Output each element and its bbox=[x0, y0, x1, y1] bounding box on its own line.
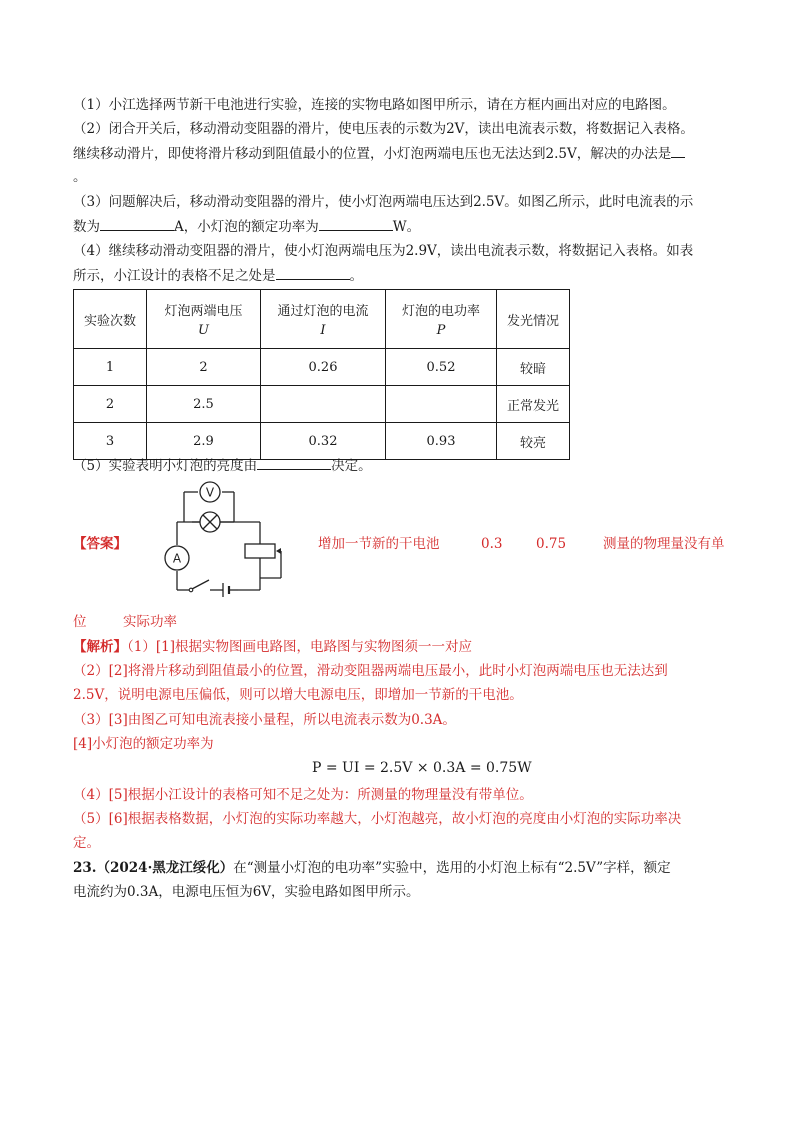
answer-label: 【答案】 bbox=[73, 536, 127, 552]
q23-line-1: 23.（2024·黑龙江绥化）在“测量小灯泡的电功率”实验中，选用的小灯泡上标有“2.5V”字样，额定 bbox=[73, 860, 671, 876]
q-part5: （5）实验表明小灯泡的亮度由 决定。 bbox=[73, 455, 372, 476]
data-table bbox=[73, 289, 570, 460]
q-part2: （2）闭合开关后，移动滑动变阻器的滑片，使电压表的示数为2V，读出电流表示数，将数据记入表格。 bbox=[73, 121, 694, 137]
blank-3 bbox=[319, 216, 393, 231]
analysis-line-3: 2.5V，说明电源电压偏低，则可以增大电源电压，即增加一节新的干电池。 bbox=[73, 687, 523, 703]
blank-1 bbox=[671, 143, 685, 158]
q-part4: （4）继续移动滑动变阻器的滑片，使小灯泡两端电压为2.9V，读出电流表示数，将数据记入表格。如表 bbox=[73, 243, 694, 259]
answer-4: 测量的物理量没有单 bbox=[603, 536, 725, 552]
q-part3: （3）问题解决后，移动滑动变阻器的滑片，使小灯泡两端电压达到2.5V。如图乙所示，此时电流表的示 bbox=[73, 194, 694, 210]
svg-text:V: V bbox=[205, 485, 215, 500]
svg-text:A: A bbox=[172, 551, 182, 566]
header-cell: 通过灯泡的电流 I bbox=[261, 290, 386, 349]
blank-5 bbox=[257, 455, 331, 470]
switch-pivot bbox=[189, 588, 193, 592]
power-formula: P = UI = 2.5V × 0.3A = 0.75W bbox=[312, 760, 532, 776]
answer-2: 0.3 bbox=[481, 536, 503, 552]
header-cell: 发光情况 bbox=[497, 290, 570, 349]
q-part4-cont: 所示，小江设计的表格不足之处是 。 bbox=[73, 265, 363, 286]
analysis-line-2: （2）[2]将滑片移动到阻值最小的位置，滑动变阻器两端电压最小，此时小灯泡两端电压也无法达到 bbox=[73, 663, 668, 679]
blank-2 bbox=[100, 216, 174, 231]
table-header-row bbox=[74, 290, 570, 349]
q-part3-cont: 数为 A，小灯泡的额定功率为 W。 bbox=[73, 216, 420, 237]
answer-4-cont: 位 bbox=[73, 614, 87, 630]
answer-1: 增加一节新的干电池 bbox=[318, 536, 440, 552]
analysis-line-8: 定。 bbox=[73, 835, 100, 851]
header-cell: 灯泡两端电压 U bbox=[147, 290, 261, 349]
analysis-line-5: [4]小灯泡的额定功率为 bbox=[73, 736, 214, 752]
q-part2-end: 。 bbox=[73, 169, 87, 185]
q-part1: （1）小江选择两节新干电池进行实验，连接的实物电路如图甲所示，请在方框内画出对应的电路图。 bbox=[73, 97, 676, 113]
q23-line-2: 电流约为0.3A，电源电压恒为6V，实验电路如图甲所示。 bbox=[73, 884, 420, 900]
bulb-icon bbox=[200, 512, 220, 532]
q-part2-cont: 继续移动滑片，即使将滑片移动到阻值最小的位置，小灯泡两端电压也无法达到2.5V，解决的办法是 bbox=[73, 143, 685, 164]
table-row: 1 2 0.26 0.52 较暗 bbox=[74, 349, 570, 386]
analysis-line-1: 【解析】（1）[1]根据实物图画电路图，电路图与实物图须一一对应 bbox=[73, 639, 472, 655]
header-cell: 灯泡的电功率 P bbox=[386, 290, 497, 349]
analysis-line-7: （5）[6]根据表格数据，小灯泡的实际功率越大，小灯泡越亮，故小灯泡的亮度由小灯泡的实际功率决 bbox=[73, 811, 682, 827]
voltmeter-icon bbox=[200, 482, 220, 502]
analysis-line-6: （4）[5]根据小江设计的表格可知不足之处为：所测量的物理量没有带单位。 bbox=[73, 787, 533, 803]
answer-3: 0.75 bbox=[536, 536, 567, 552]
table-row: 3 2.9 0.32 0.93 较亮 bbox=[74, 423, 570, 460]
header-cell: 实验次数 bbox=[74, 290, 147, 349]
blank-4 bbox=[276, 265, 350, 280]
circuit-diagram bbox=[150, 470, 290, 610]
ammeter-icon bbox=[165, 546, 189, 570]
table-row: 2 2.5 正常发光 bbox=[74, 386, 570, 423]
analysis-line-4: （3）[3]由图乙可知电流表接小量程，所以电流表示数为0.3A。 bbox=[73, 712, 456, 728]
answer-5: 实际功率 bbox=[123, 614, 177, 630]
slider-arrow-icon bbox=[276, 548, 281, 554]
